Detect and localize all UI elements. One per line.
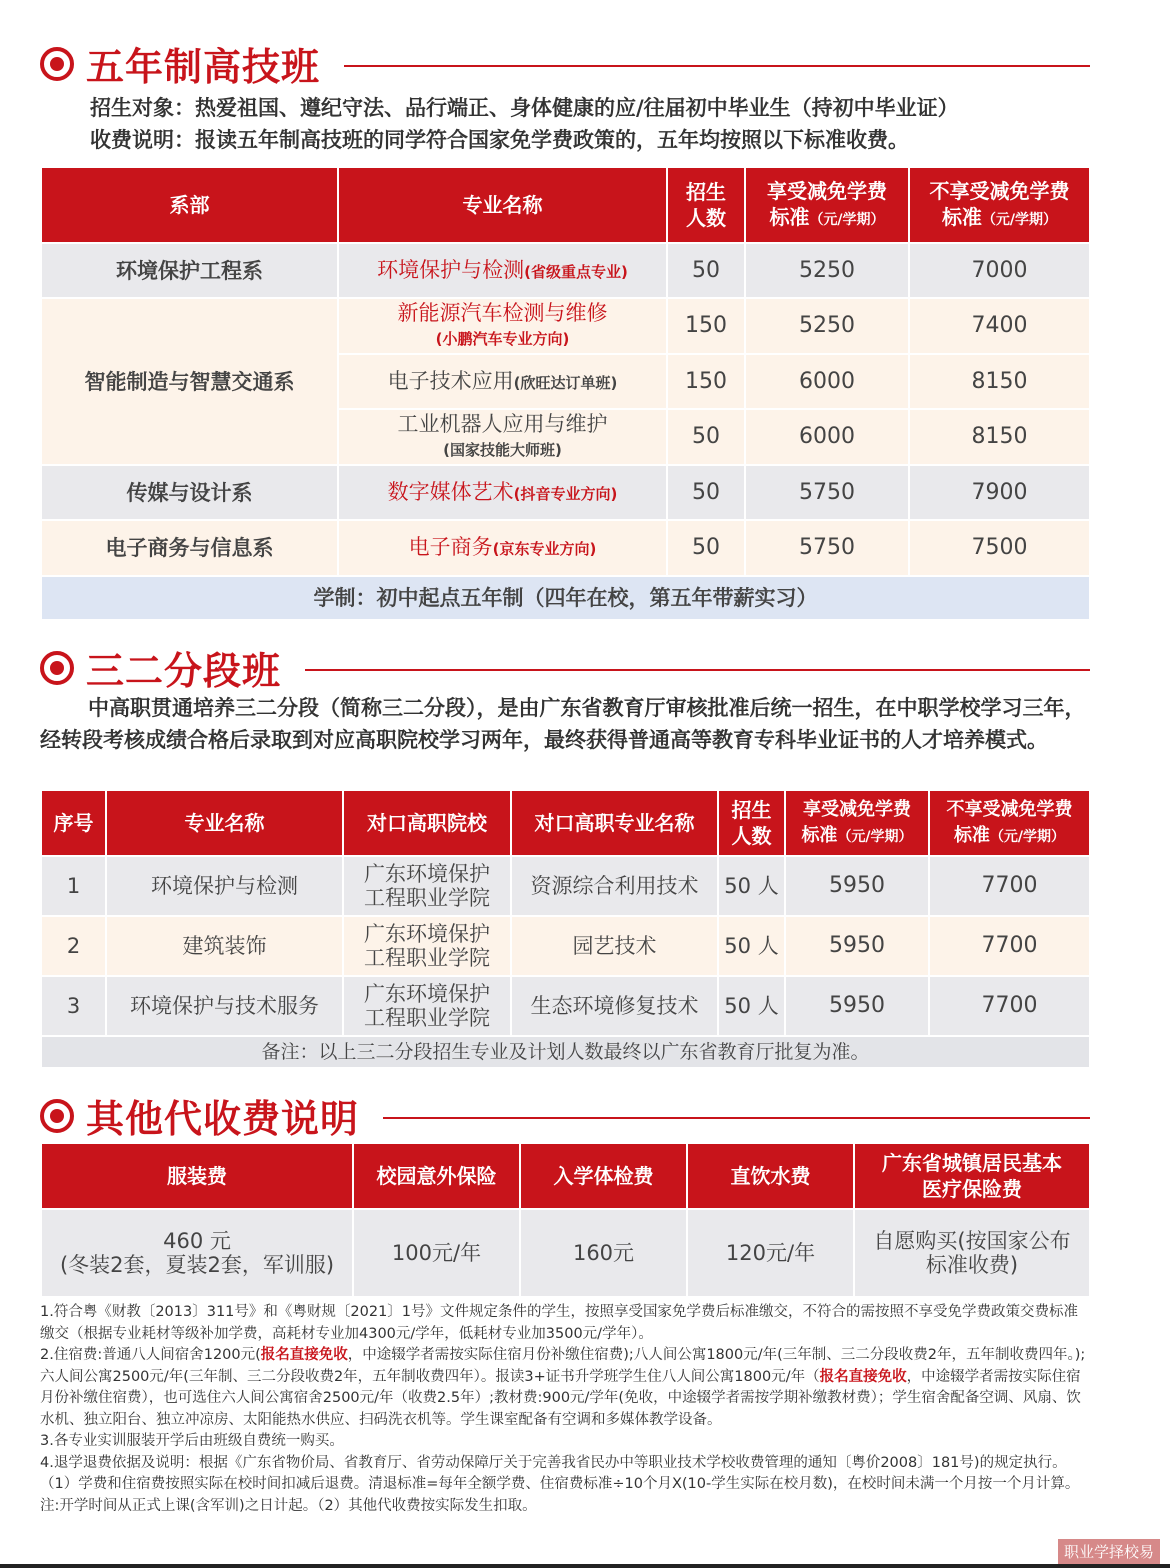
- bullet-icon: [40, 1099, 74, 1133]
- table-footer-row: [41, 576, 1090, 620]
- exempt-cell: 6000: [745, 409, 909, 465]
- table-row: [41, 520, 1090, 576]
- col-exempt: 享受减免学费 标准（元/学期）: [745, 167, 909, 243]
- major-cell: 环境保护与技术服务: [106, 976, 343, 1036]
- nonexempt-cell: 7000: [909, 243, 1090, 298]
- nonexempt-cell: 7700: [929, 916, 1090, 976]
- table-header-row: [41, 167, 1090, 243]
- checkup-cell: 160元: [520, 1209, 687, 1297]
- col-quota: 招生 人数: [667, 167, 745, 243]
- table-row: [41, 243, 1090, 298]
- five-year-table: [40, 166, 1091, 621]
- note-2: 2.住宿费:普通八人间宿舍1200元(报名直接免收，中途辍学者需按实际住宿月份补缴住宿费);八人间公寓1800元/年(三年制、三二分段收费2年，五年制收费四年。);六人间公寓2500元/年(三年制、三二分段收费2年，五年制收费四年）。报读3+证书升学班学生住八人间公寓1800元/年（报名直接免收，中途辍学者需按实际住宿月份补缴住宿费），也可选住六人间公寓宿舍2500元/年（收费2.5年）;教材费:900元/学年(免收，中途辍学者需按学期补缴教材费）；学生宿舍配备空调、风扇、饮水机、独立阳台、独立冲凉房、太阳能热水供应、扫码洗衣机等。学生课室配备有空调和多媒体教学设备。: [40, 1347, 1086, 1428]
- three-two-intro: 中高职贯通培养三二分段（简称三二分段），是由广东省教育厅审核批准后统一招生，在中职学校学习三年，经转段考核成绩合格后录取到对应高职院校学习两年，最终获得普通高等教育专科毕业证书的人才培养模式。: [40, 696, 1086, 752]
- three-two-remark: 备注：以上三二分段招生专业及计划人数最终以广东省教育厅批复为准。: [41, 1036, 1090, 1068]
- dept-cell: 环境保护工程系: [41, 243, 338, 298]
- exempt-cell: 5250: [745, 243, 909, 298]
- bottom-bar: [0, 1564, 1170, 1568]
- exempt-cell: 5950: [785, 856, 929, 916]
- table-header-row: [41, 790, 1090, 856]
- exempt-cell: 5950: [785, 916, 929, 976]
- section-five-year-header: [40, 36, 1090, 91]
- college-cell: 广东环境保护 工程职业学院: [343, 916, 511, 976]
- section-title: 其他代收费说明: [86, 1097, 360, 1141]
- table-row: [41, 976, 1090, 1036]
- enroll-target: 招生对象：热爱祖国、遵纪守法、品行端正、身体健康的应/往届初中毕业生（持初中毕业证）: [90, 96, 959, 120]
- major-cell: 数字媒体艺术(抖音专业方向): [338, 465, 667, 520]
- college-cell: 广东环境保护 工程职业学院: [343, 856, 511, 916]
- major-cell: 环境保护与检测: [106, 856, 343, 916]
- no-cell: 3: [41, 976, 106, 1036]
- note-1: 1.符合粤《财教〔2013〕311号》和《粤财规〔2021〕1号》文件规定条件的学生，按照享受国家免学费后标准缴交，不符合的需按照不享受免学费政策交费标准缴交（根据专业耗材等级补加学费，高耗材专业加4300元/学年，低耗材专业加3500元/学年）。: [40, 1304, 1079, 1342]
- table-header-row: [41, 1143, 1090, 1209]
- bullet-icon: [40, 47, 74, 81]
- uniform-cell: 460 元 (冬装2套，夏装2套，军训服): [41, 1209, 353, 1297]
- college-major-cell: 园艺技术: [511, 916, 718, 976]
- fee-notes: [40, 1302, 1090, 1517]
- water-cell: 120元/年: [687, 1209, 854, 1297]
- table-row: [41, 1209, 1090, 1297]
- quota-cell: 50: [667, 465, 745, 520]
- schooling-note: 学制：初中起点五年制（四年在校，第五年带薪实习）: [41, 576, 1090, 620]
- quota-cell: 50 人: [718, 916, 785, 976]
- nonexempt-cell: 7700: [929, 976, 1090, 1036]
- table-row: [41, 856, 1090, 916]
- quota-cell: 50: [667, 243, 745, 298]
- col-nonexempt: 不享受减免学费 标准（元/学期）: [929, 790, 1090, 856]
- nonexempt-cell: 8150: [909, 409, 1090, 465]
- nonexempt-cell: 7900: [909, 465, 1090, 520]
- other-fees-table: [40, 1142, 1091, 1298]
- insurance-cell: 100元/年: [353, 1209, 520, 1297]
- dept-cell: 电子商务与信息系: [41, 520, 338, 576]
- col-insurance: 校园意外保险: [353, 1143, 520, 1209]
- col-college-major: 对口高职专业名称: [511, 790, 718, 856]
- section-other-fees-header: [40, 1088, 1090, 1143]
- col-checkup: 入学体检费: [520, 1143, 687, 1209]
- table-row: [41, 916, 1090, 976]
- col-exempt: 享受减免学费 标准（元/学期）: [785, 790, 929, 856]
- nonexempt-cell: 7400: [909, 298, 1090, 354]
- col-dept: 系部: [41, 167, 338, 243]
- note-4: 4.退学退费依据及说明：根据《广东省物价局、省教育厅、省劳动保障厅关于完善我省民办中等职业技术学校收费管理的通知〔粤价2008〕181号)的规定执行。（1）学费和住宿费按照实际在校时间扣减后退费。清退标准=每年全额学费、住宿费标准÷10个月X(10-学生实际在校月数)，在校时间未满一个月按一个月计算。注:开学时间从正式上课(含军训)之日计起。（2）其他代收费按实际发生扣取。: [40, 1454, 1080, 1514]
- exempt-cell: 5750: [745, 520, 909, 576]
- college-cell: 广东环境保护 工程职业学院: [343, 976, 511, 1036]
- table-row: [41, 465, 1090, 520]
- college-major-cell: 生态环境修复技术: [511, 976, 718, 1036]
- exempt-cell: 6000: [745, 354, 909, 409]
- table-footer-row: [41, 1036, 1090, 1068]
- quota-cell: 50: [667, 520, 745, 576]
- major-cell: 新能源汽车检测与维修 (小鹏汽车专业方向): [338, 298, 667, 354]
- note-3: 3.各专业实训服装开学后由班级自费统一购买。: [40, 1433, 344, 1449]
- table-row: [41, 298, 1090, 354]
- col-medical: 广东省城镇居民基本 医疗保险费: [854, 1143, 1090, 1209]
- major-cell: 建筑装饰: [106, 916, 343, 976]
- col-no: 序号: [41, 790, 106, 856]
- quota-cell: 150: [667, 354, 745, 409]
- col-major: 专业名称: [338, 167, 667, 243]
- dept-cell: 传媒与设计系: [41, 465, 338, 520]
- col-quota: 招生 人数: [718, 790, 785, 856]
- nonexempt-cell: 8150: [909, 354, 1090, 409]
- quota-cell: 50 人: [718, 976, 785, 1036]
- no-cell: 2: [41, 916, 106, 976]
- col-uniform: 服装费: [41, 1143, 353, 1209]
- exempt-cell: 5750: [745, 465, 909, 520]
- nonexempt-cell: 7500: [909, 520, 1090, 576]
- major-cell: 电子商务(京东专业方向): [338, 520, 667, 576]
- divider: [305, 669, 1090, 671]
- three-two-table: [40, 789, 1091, 1069]
- divider: [344, 65, 1090, 67]
- bullet-icon: [40, 651, 74, 685]
- exempt-cell: 5950: [785, 976, 929, 1036]
- quota-cell: 150: [667, 298, 745, 354]
- major-cell: 工业机器人应用与维护 (国家技能大师班): [338, 409, 667, 465]
- quota-cell: 50 人: [718, 856, 785, 916]
- quota-cell: 50: [667, 409, 745, 465]
- col-major: 专业名称: [106, 790, 343, 856]
- col-college: 对口高职院校: [343, 790, 511, 856]
- nonexempt-cell: 7700: [929, 856, 1090, 916]
- no-cell: 1: [41, 856, 106, 916]
- section-three-two-header: [40, 640, 1090, 695]
- watermark: 职业学择校易: [1058, 1539, 1160, 1564]
- college-major-cell: 资源综合利用技术: [511, 856, 718, 916]
- col-nonexempt: 不享受减免学费 标准（元/学期）: [909, 167, 1090, 243]
- fee-note: 收费说明：报读五年制高技班的同学符合国家免学费政策的，五年均按照以下标准收费。: [90, 128, 909, 152]
- divider: [383, 1117, 1090, 1119]
- major-cell: 环境保护与检测(省级重点专业): [338, 243, 667, 298]
- dept-cell: 智能制造与智慧交通系: [41, 298, 338, 465]
- major-cell: 电子技术应用(欣旺达订单班): [338, 354, 667, 409]
- col-water: 直饮水费: [687, 1143, 854, 1209]
- exempt-cell: 5250: [745, 298, 909, 354]
- section-title: 五年制高技班: [86, 45, 321, 89]
- section-title: 三二分段班: [86, 649, 282, 693]
- medical-cell: 自愿购买(按国家公布 标准收费): [854, 1209, 1090, 1297]
